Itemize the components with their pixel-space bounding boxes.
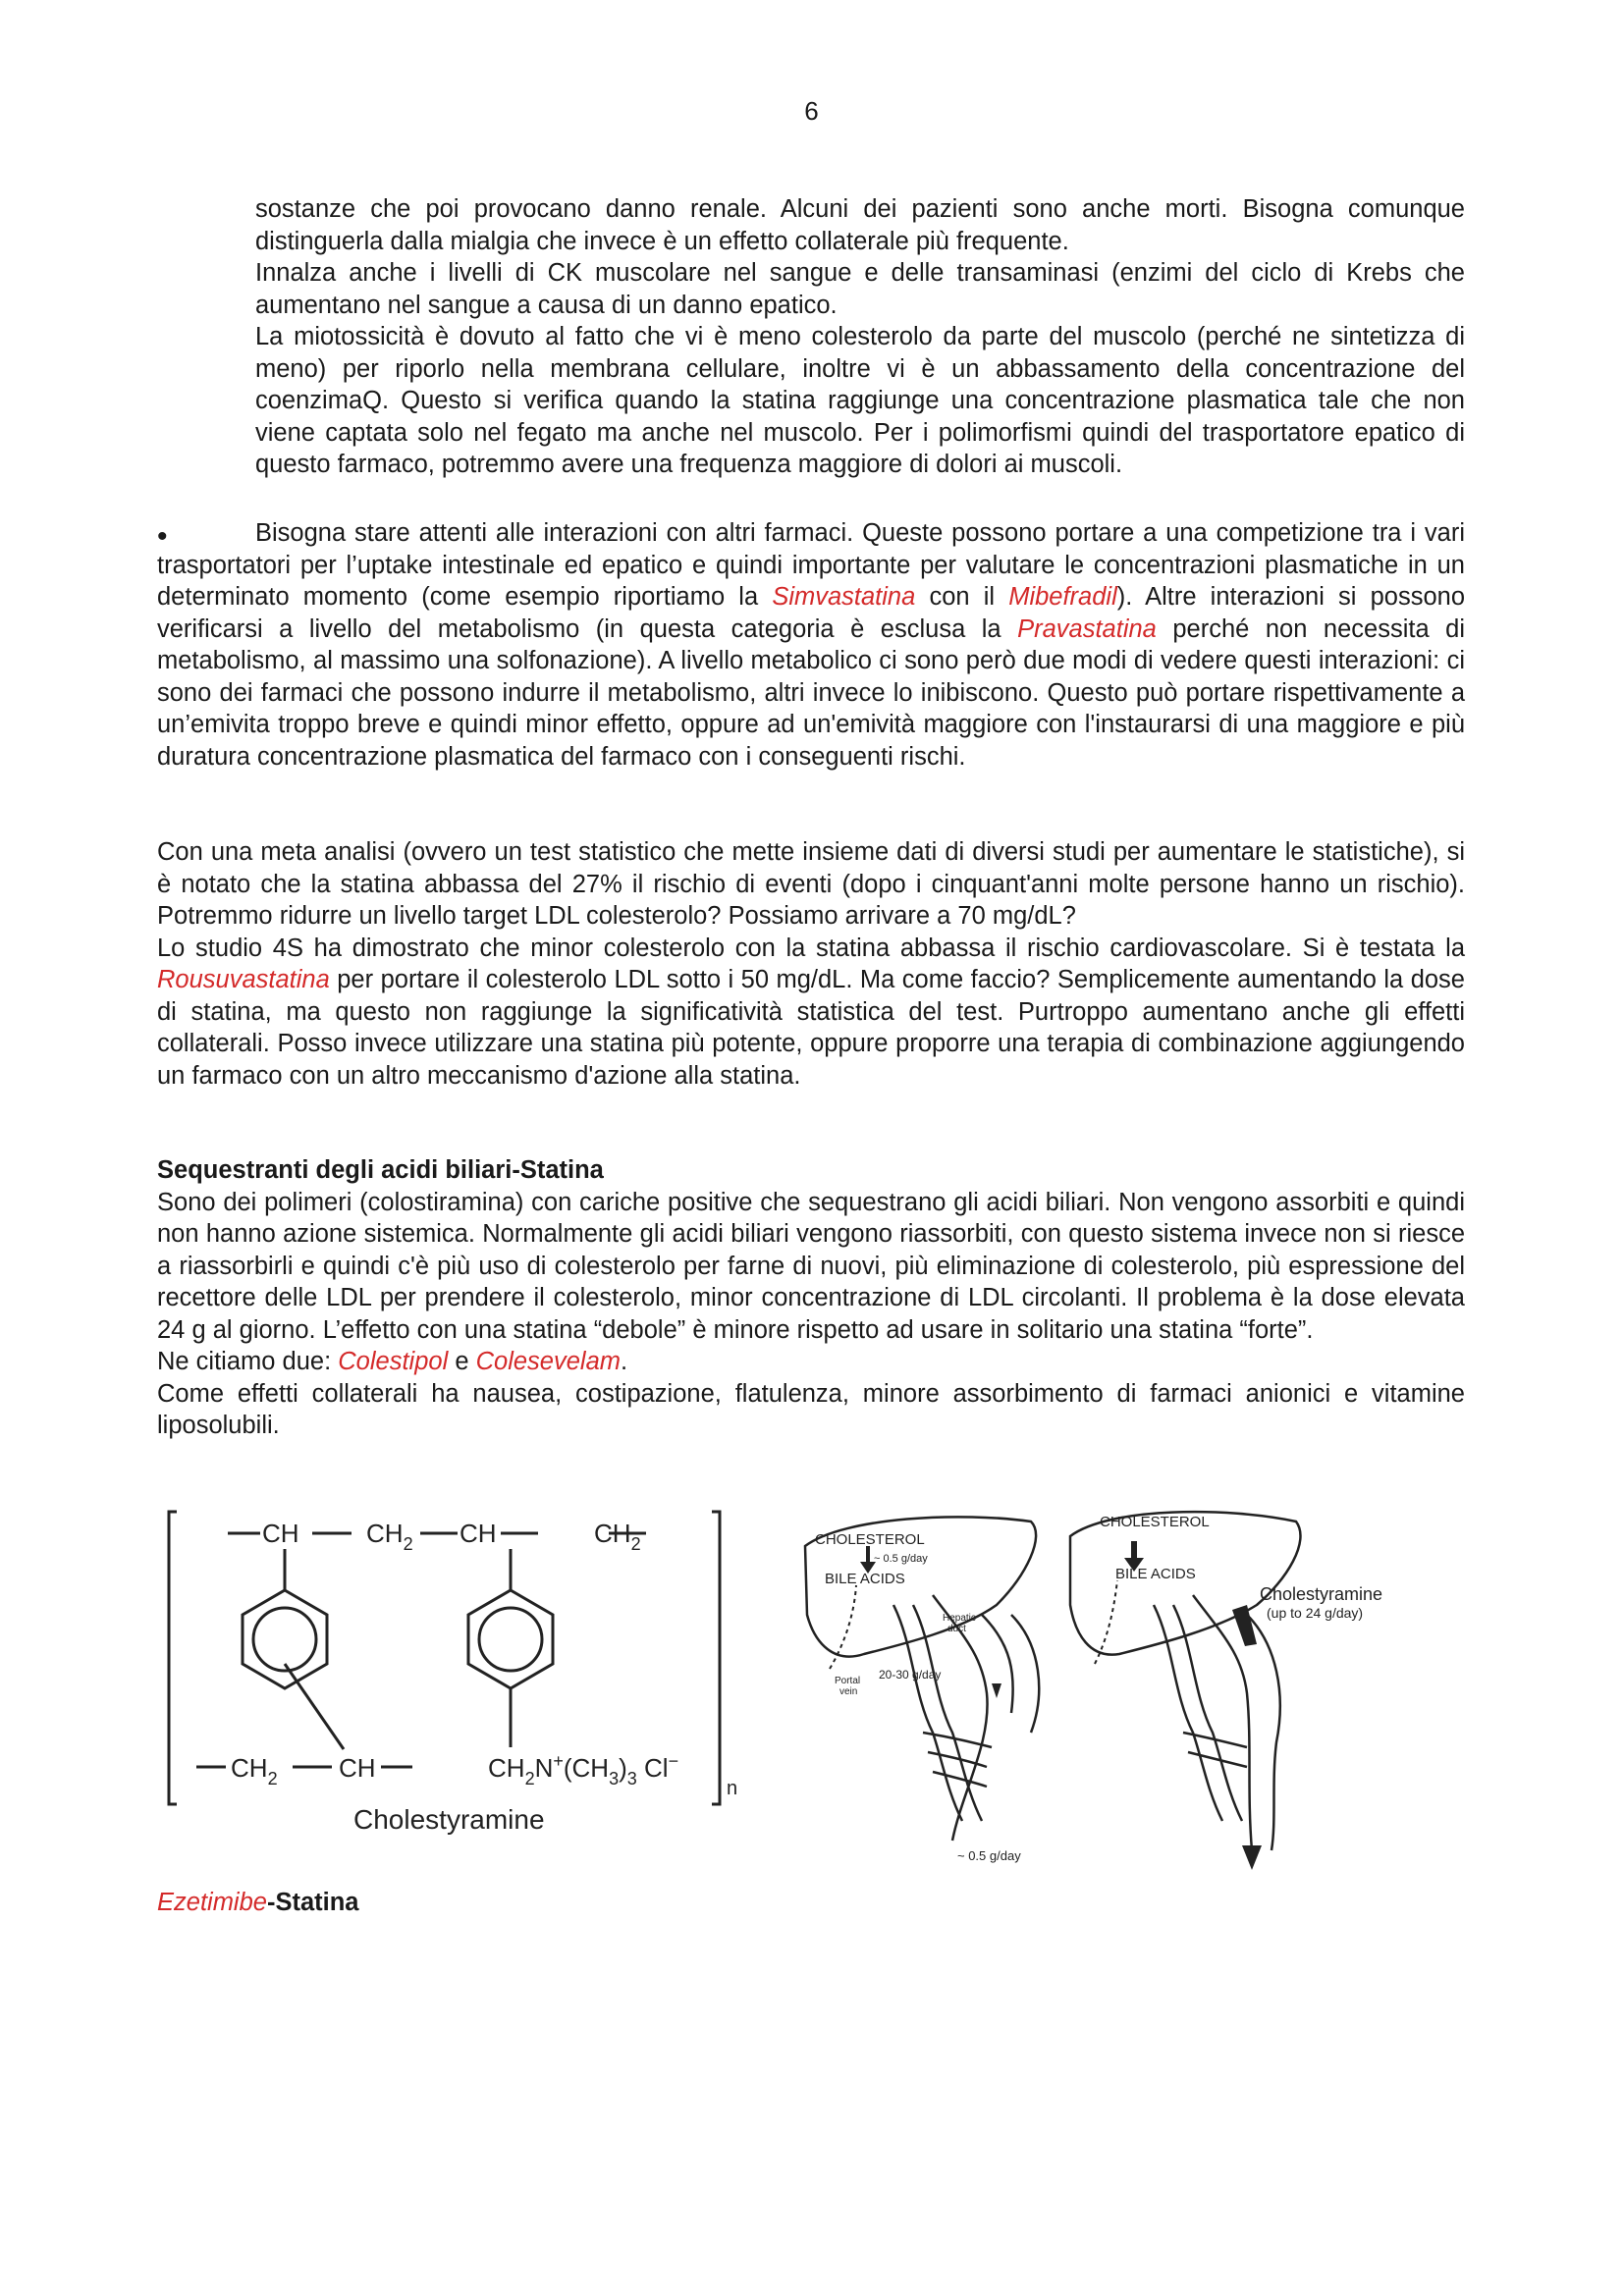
meta-analysis-text (157, 836, 1465, 1092)
text: Ne citiamo due: (157, 1348, 339, 1375)
paragraph: sostanze che poi provocano danno renale. Alcuni dei pazienti sono anche morti. Bisogna comunque distinguerla dalla mialgia che invece è un effetto collaterale più frequente. (255, 195, 1465, 255)
diagram-label: ~ 0.5 g/day (957, 1848, 1021, 1863)
drug-name: Colestipol (338, 1348, 449, 1375)
paragraph (157, 933, 1465, 1093)
diagram-label: Cholestyramine (1260, 1584, 1383, 1604)
drug-name: Mibefradil (1008, 583, 1117, 611)
heading-text: -Statina (266, 1889, 359, 1916)
paragraph: Innalza anche i livelli di CK muscolare nel sangue e delle transaminasi (enzimi del ciclo di Krebs che aumentano nel sangue a causa di un danno epatico. (255, 259, 1465, 319)
repeat-n: n (727, 1778, 738, 1799)
diagram-label: BILE ACIDS (1115, 1566, 1196, 1582)
page-number: 6 (804, 96, 819, 126)
section-heading: Sequestranti degli acidi biliari-Statina (157, 1156, 604, 1184)
text: Bisogna stare attenti alle interazioni con altri farmaci. Queste possono portare a una competizione tra i vari trasportatori per l’uptake intestinale ed epatico e quindi importante per valutare le concentrazioni plasmatiche in un determinato momento (come esempio riportiamo la (157, 519, 1465, 611)
diagram-label: CHOLESTEROL (1100, 1514, 1210, 1530)
text: ). Altre interazioni si possono verificarsi a livello del metabolismo (in questa categoria è esclusa la (157, 583, 1466, 643)
enterohepatic-circulation-diagram (785, 1497, 1383, 1890)
bullet-paragraph (157, 517, 1465, 773)
amine-group-label: $CH_2N^+(CH_3)_3$ Cl− (488, 1751, 679, 1789)
drug-name: Rousuvastatina (157, 966, 330, 993)
text: per portare il colesterolo LDL sotto i 50 mg/dL. Ma come faccio? Semplicemente aumentando la dose di statina, ma questo non raggiunge la significatività statistica del test. Purtroppo aumentano anche gli effetti collaterali. Posso invece utilizzare una statina più potente, oppure proporre una terapia di combinazione aggiungendo un farmaco con un altro meccanismo d'azione alla statina. (157, 966, 1465, 1090)
ch-label: CH (262, 1519, 299, 1548)
ch-label: CH (460, 1519, 497, 1548)
section-bile-acids (157, 1154, 1465, 1442)
drug-name: Simvastatina (772, 583, 916, 611)
paragraph: Con una meta analisi (ovvero un test statistico che mette insieme dati di diversi studi per aumentare le statistiche), si è notato che la statina abbassa del 27% il rischio di eventi (dopo i cinquant'anni molte persone hanno un rischio). Potremmo ridurre un livello target LDL colesterolo? Possiamo arrivare a 70 mg/dL? (157, 838, 1465, 930)
diagram-label: BILE ACIDS (825, 1571, 905, 1587)
drug-name: Ezetimibe (157, 1889, 267, 1916)
text: e (448, 1348, 476, 1375)
ch-label: CH (339, 1753, 376, 1783)
paragraph: La miotossicità è dovuto al fatto che vi è meno colesterolo da parte del muscolo (perché ne sintetizza di meno) per riporlo nella membrana cellulare, inoltre vi è un abbassamento della concentrazione del coenzimaQ. Questo si verifica quando la statina raggiunge una concentrazione plasmatica tale che non viene captata solo nel fegato ma anche nel muscolo. Per i polimorfismi quindi del trasportatore epatico di questo farmaco, potremmo avere una frequenza maggiore di dolori ai muscoli. (255, 323, 1465, 478)
ch2-label: $CH_2$ (366, 1519, 413, 1554)
diagram-label: ~ 0.5 g/day (874, 1553, 928, 1565)
drug-name: Colesevelam (475, 1348, 622, 1375)
diagram-label: CHOLESTEROL (815, 1531, 925, 1548)
text: con il (915, 583, 1009, 611)
diagram-label: duct (947, 1624, 966, 1634)
drug-name: Pravastatina (1017, 614, 1157, 643)
cholestyramine-structure (167, 1492, 736, 1845)
text: Lo studio 4S ha dimostrato che minor colesterolo con la statina abbassa il rischio cardiovascolare. Si è testata la (157, 934, 1465, 962)
indented-text (255, 193, 1465, 481)
paragraph: Come effetti collaterali ha nausea, costipazione, flatulenza, minore assorbimento di farmaci anionici e vitamine liposolubili. (157, 1379, 1465, 1439)
text: perché non necessita di metabolismo, al massimo una solfonazione). A livello metabolico ci sono però due modi di vedere questi interazioni: ci sono dei farmaci che possono indurre il metabolismo, altri invece lo inibiscono. Questo può portare rispettivamente a un’emivita troppo breve e quindi minor effetto, oppure ad un'emività maggiore con l'instaurarsi di una maggiore e più duratura concentrazione plasmatica del farmaco con i conseguenti rischi. (157, 614, 1465, 771)
section-heading-ezetimibe (157, 1889, 358, 1917)
diagram-label: Hepatic (943, 1613, 976, 1624)
ch2-label: $CH_2$ (231, 1753, 278, 1789)
paragraph (157, 1346, 1465, 1378)
figure-caption: Cholestyramine (353, 1804, 545, 1835)
ch2-label: $CH_2$ (594, 1519, 641, 1554)
paragraph: Sono dei polimeri (colostiramina) con cariche positive che sequestrano gli acidi biliari. Non vengono assorbiti e quindi non hanno azione sistemica. Normalmente gli acidi biliari vengono riassorbiti, con questo sistema invece non si riesce a riassorbirli e quindi c'è più uso di colesterolo per farne di nuovi, più eliminazione di colesterolo, più espressione del recettore delle LDL per prendere il colesterolo, minor concentrazione di LDL circolanti. Il problema è la dose elevata 24 g al giorno. L’effetto con una statina “debole” è minore rispetto ad usare in solitario una statina “forte”. (157, 1188, 1465, 1344)
diagram-label: (up to 24 g/day) (1267, 1605, 1364, 1621)
diagram-label: Portal (835, 1676, 861, 1686)
text: . (621, 1348, 628, 1375)
bullet-symbol: • (157, 520, 168, 553)
diagram-label: 20-30 g/day (879, 1668, 942, 1682)
diagram-label: vein (839, 1686, 858, 1697)
